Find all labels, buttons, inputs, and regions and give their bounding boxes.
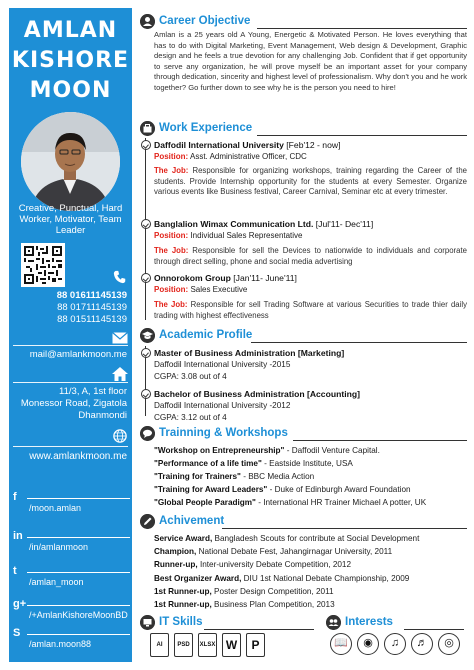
training-item	[154, 459, 353, 468]
position-label: Position:	[154, 285, 189, 294]
achievement-item	[154, 587, 334, 596]
address-line-1: 11/3, A, 1st floor	[59, 386, 127, 397]
users-icon	[326, 615, 341, 630]
achievement-detail: Bangladesh Scouts for contribute at Social Development	[212, 534, 420, 543]
globe-icon: ◎	[438, 633, 460, 655]
career-objective-text: Amlan is a 25 years old A Young, Energetic & Motivated Person. He loves everything that has to do with Digital Marketing, Event Management, Web design & Development, Graphic design and he feels a true devotion for any challenging Job. Confident that if get opportunity to serve any organization, he will prove myself be an important asset for your company through dedication, sincerity and highest level of professionalism. Why don't you and he work together? Go further down to see why he is the person you need to hire!	[154, 30, 467, 92]
work-job	[154, 166, 467, 198]
googleplus-icon: g+	[13, 598, 27, 610]
work-entry-title	[154, 219, 373, 229]
achievement-detail: DIU 1st National Debate Championship, 2009	[241, 574, 410, 583]
name-line-2: KISHORE	[11, 48, 130, 73]
achievement-name: 1st Runner-up,	[154, 587, 212, 596]
section-rule	[257, 28, 467, 29]
excel-icon: XLSX	[198, 633, 217, 657]
section-training	[140, 426, 470, 442]
address-line-2: Monessor Road, Zigatola	[20, 398, 127, 409]
linkedin-icon: in	[13, 530, 23, 542]
divider	[27, 634, 130, 635]
section-career	[140, 14, 470, 30]
camera-icon: ◉	[357, 633, 379, 655]
achievement-item	[154, 574, 409, 583]
section-title: Career Objective	[159, 15, 251, 27]
job-label: The Job:	[154, 300, 188, 309]
music-icon: ♫	[384, 633, 406, 655]
divider	[13, 382, 128, 383]
section-rule	[293, 440, 467, 441]
facebook-icon: f	[13, 491, 17, 503]
achievement-name: 1st Runner-up,	[154, 600, 212, 609]
training-provider: - Daffodil Venture Capital.	[284, 446, 380, 455]
powerpoint-icon: P	[246, 633, 265, 657]
graduation-cap-icon	[140, 328, 155, 343]
section-title: Work Experience	[159, 122, 253, 134]
skype-icon: S	[13, 627, 21, 639]
phone-3[interactable]: 88 01511145139	[57, 314, 127, 325]
globe-icon	[112, 429, 128, 443]
illustrator-icon: AI	[150, 633, 169, 657]
section-rule	[257, 135, 467, 136]
position-value: Sales Executive	[188, 285, 248, 294]
training-name: "Workshop on Entrepreneurship"	[154, 446, 285, 455]
briefcase-icon	[140, 121, 155, 136]
section-title: IT Skills	[159, 616, 203, 628]
section-work	[140, 121, 470, 137]
training-item	[154, 472, 314, 481]
achievement-name: Runner-up,	[154, 560, 198, 569]
achievement-detail: Business Plan Competition, 2013	[211, 600, 335, 609]
training-item	[154, 485, 411, 494]
phone-2[interactable]: 88 01711145139	[57, 302, 127, 313]
phone-1[interactable]: 88 01611145139	[56, 290, 127, 301]
work-position	[154, 285, 247, 294]
job-value: Responsible for sell the Devices to nationwide to individuals and corporate through direct selling, phone and social media advertising	[154, 246, 467, 266]
section-title: Interests	[345, 616, 393, 628]
training-name: "Global People Paradigm"	[154, 498, 256, 507]
divider	[27, 537, 130, 538]
section-achievement	[140, 514, 470, 530]
section-interests	[326, 615, 468, 631]
address-line-3: Dhanmondi	[78, 410, 127, 421]
degree-school: Daffodil International University -2015	[154, 360, 291, 369]
section-title: Academic Profile	[159, 329, 253, 341]
training-provider: - International HR Trainer Michael A potter, UK	[255, 498, 427, 507]
chat-icon	[140, 426, 155, 441]
timeline-check-icon	[141, 348, 151, 358]
phone-icon	[112, 270, 128, 284]
achievement-detail: Inter-university Debate Competition, 2012	[197, 560, 352, 569]
divider	[27, 605, 130, 606]
divider	[27, 498, 130, 499]
training-name: "Training for Trainers"	[154, 472, 241, 481]
work-dates: [Jan'11- June'11]	[230, 273, 297, 283]
position-value: Asst. Administrative Officer, CDC	[188, 152, 307, 161]
work-position	[154, 231, 303, 240]
work-job	[154, 246, 467, 267]
photoshop-icon: PSD	[174, 633, 193, 657]
training-item	[154, 446, 380, 455]
work-dates: [Jul'11- Dec'11]	[313, 219, 374, 229]
timeline-check-icon	[141, 389, 151, 399]
training-item	[154, 498, 426, 507]
section-it-skills	[140, 615, 320, 631]
training-provider: - BBC Media Action	[240, 472, 315, 481]
achievement-detail: National Debate Fest, Jahangirnagar University, 2011	[196, 547, 393, 556]
social-handle[interactable]: /amlan.moon88	[29, 639, 92, 649]
degree-cgpa: CGPA: 3.08 out of 4	[154, 372, 227, 381]
section-rule	[251, 342, 467, 343]
mail-icon	[112, 331, 128, 345]
achievement-name: Champion,	[154, 547, 197, 556]
achievement-item	[154, 534, 419, 543]
divider	[13, 345, 128, 346]
training-provider: - Duke of Edinburgh Award Foundation	[267, 485, 411, 494]
section-academic	[140, 328, 470, 344]
work-entry-title	[154, 273, 297, 283]
position-label: Position:	[154, 152, 189, 161]
social-handle[interactable]: /+AmlanKishoreMoonBD	[29, 610, 128, 620]
social-handle[interactable]: /moon.amlan	[29, 503, 82, 513]
timeline-line	[145, 138, 146, 320]
training-name: "Performance of a life time"	[154, 459, 262, 468]
degree-cgpa: CGPA: 3.12 out of 4	[154, 413, 227, 422]
timeline-check-icon	[141, 140, 151, 150]
job-label: The Job:	[154, 166, 189, 175]
achievement-name: Service Award,	[154, 534, 213, 543]
work-entry-title	[154, 140, 340, 150]
position-value: Individual Sales Representative	[188, 231, 303, 240]
section-rule	[404, 629, 464, 630]
work-job	[154, 300, 467, 321]
website-link[interactable]: www.amlankmoon.me	[29, 451, 127, 462]
work-position	[154, 152, 307, 161]
home-icon	[112, 367, 128, 381]
training-name: "Training for Award Leaders"	[154, 485, 268, 494]
timeline-check-icon	[141, 273, 151, 283]
section-title: Trainning & Workshops	[159, 427, 288, 439]
job-label: The Job:	[154, 246, 189, 255]
sidebar	[9, 8, 132, 662]
profile-photo	[21, 112, 120, 211]
reading-icon: 📖	[330, 633, 352, 655]
pencil-icon	[140, 514, 155, 529]
divider	[27, 572, 130, 573]
social-handle[interactable]: /amlan_moon	[29, 577, 84, 587]
word-icon: W	[222, 633, 241, 657]
divider	[13, 446, 128, 447]
degree-title: Bachelor of Business Administration [Accounting]	[154, 389, 360, 399]
name-line-1: AMLAN	[23, 18, 118, 43]
work-org: Banglalion Wimax Communication Ltd.	[154, 219, 314, 229]
monitor-icon	[140, 615, 155, 630]
achievement-item	[154, 600, 335, 609]
achievement-detail: Poster Design Competition, 2011	[211, 587, 334, 596]
section-rule	[222, 528, 467, 529]
position-label: Position:	[154, 231, 189, 240]
achievement-item	[154, 547, 392, 556]
job-value: Responsible for sell Trading Software at various Securities to trade thier daily trading with highest effectiveness	[154, 300, 467, 320]
qr-code[interactable]	[21, 243, 65, 287]
section-rule	[204, 629, 314, 630]
timeline-check-icon	[141, 219, 151, 229]
work-org: Daffodil International University	[154, 140, 284, 150]
job-value: Responsible for organizing workshops, training regarding the Career of the students. Provide Internship opportunity for the students at every Semester. Organize various events like Business festival, Career Carnival, Seminar etc at every trimester.	[154, 166, 467, 196]
training-provider: - Eastside Institute, USA	[261, 459, 353, 468]
email-link[interactable]: mail@amlankmoon.me	[29, 349, 127, 360]
work-org: Onnorokom Group	[154, 273, 231, 283]
achievement-item	[154, 560, 351, 569]
work-dates: [Feb'12 - now]	[283, 140, 341, 150]
achievement-name: Best Organizer Award,	[154, 574, 242, 583]
guitar-icon: ♬	[411, 633, 433, 655]
degree-school: Daffodil International University -2012	[154, 401, 291, 410]
name-line-3: MOON	[29, 78, 112, 103]
twitter-icon: t	[13, 565, 17, 577]
user-icon	[140, 14, 155, 29]
degree-title: Master of Business Administration [Marketing]	[154, 348, 345, 358]
social-handle[interactable]: /in/amlanmoon	[29, 542, 89, 552]
tagline: Creative, Punctual, Hard Worker, Motivator, Team Leader	[18, 203, 123, 236]
section-title: Achivement	[159, 515, 225, 527]
